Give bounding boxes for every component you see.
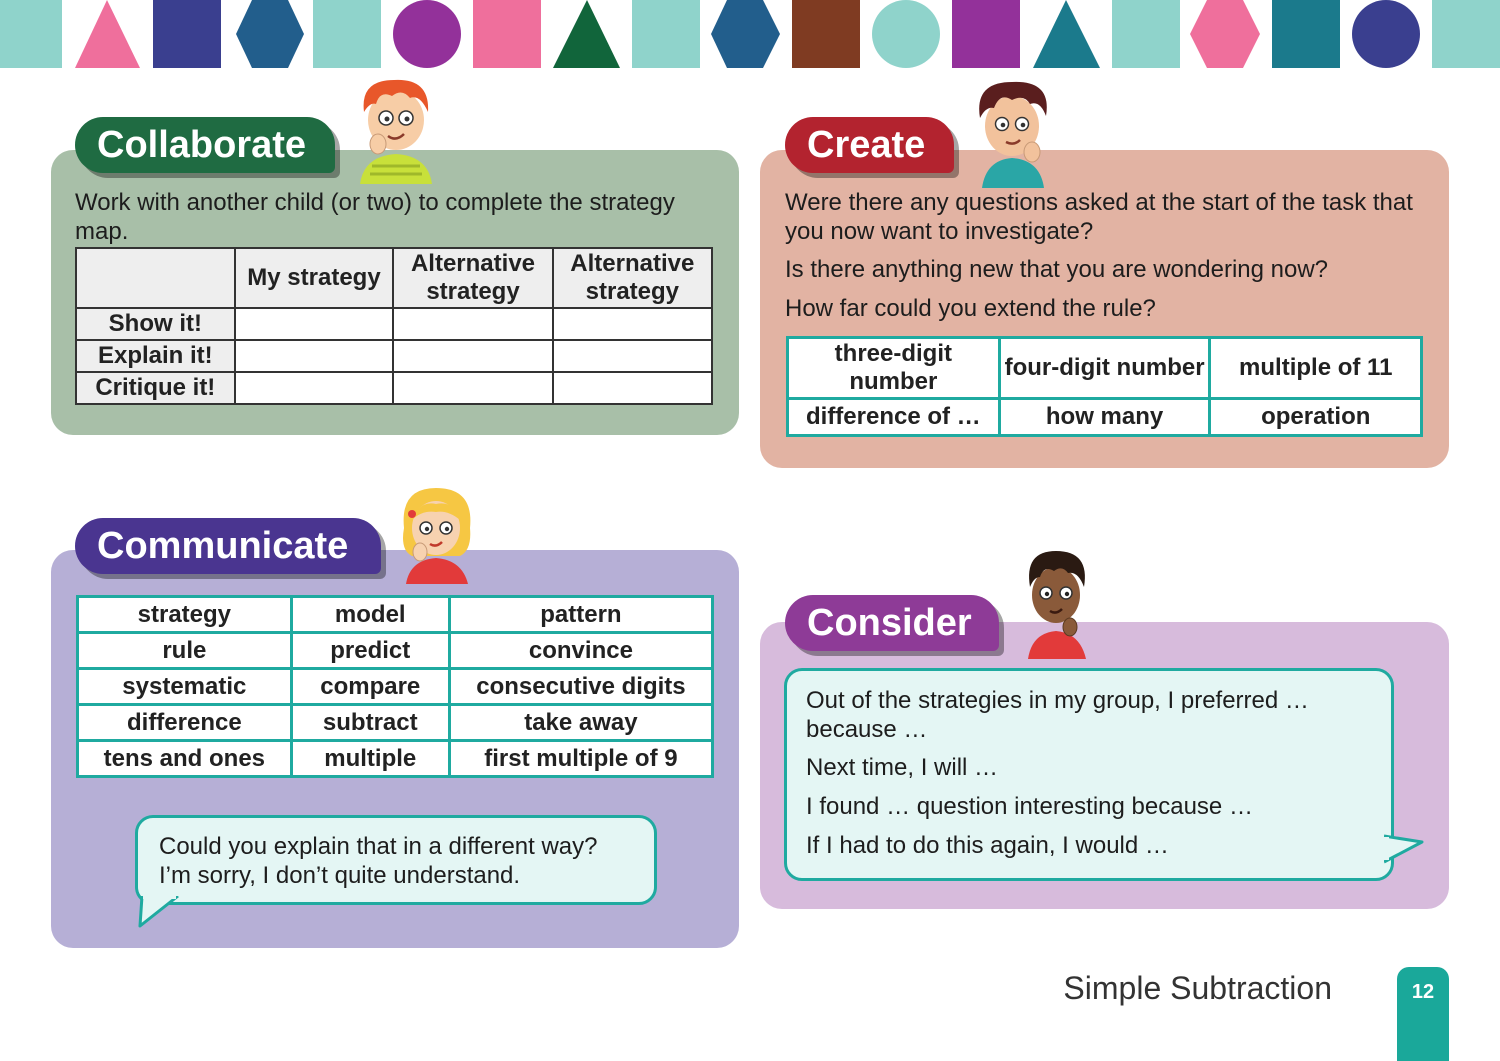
- table-header-cell: [76, 248, 235, 308]
- square-shape: [1112, 0, 1180, 68]
- girl-thinking-illustration: [396, 484, 478, 586]
- strategy-map-table: [75, 247, 713, 405]
- vocab-cell: consecutive digits: [449, 669, 712, 705]
- table-cell-empty[interactable]: [393, 340, 552, 372]
- book-title: Simple Subtraction: [1063, 970, 1332, 1006]
- table-row: [76, 372, 712, 404]
- boy-dark-hair-illustration: [1018, 543, 1094, 661]
- communicate-heading: Communicate: [75, 518, 381, 574]
- consider-heading: Consider: [785, 595, 999, 651]
- vocab-cell: first multiple of 9: [449, 741, 712, 777]
- table-row-label: Critique it!: [76, 372, 235, 404]
- table-row: [788, 338, 1422, 399]
- table-header-row: [76, 248, 712, 308]
- table-cell-empty[interactable]: [393, 308, 552, 340]
- create-vocabulary-table: [786, 336, 1423, 437]
- table-header-cell: Alternative strategy: [553, 248, 712, 308]
- boy-curly-hair-illustration: [968, 76, 1058, 190]
- table-row-label: Show it!: [76, 308, 235, 340]
- table-row: [76, 340, 712, 372]
- vocab-cell: tens and ones: [78, 741, 292, 777]
- hexagon-shape: [1190, 0, 1260, 68]
- bubble-line: I’m sorry, I don’t quite understand.: [159, 862, 521, 889]
- circle-shape: [1352, 0, 1420, 68]
- vocab-cell: four-digit number: [999, 338, 1210, 399]
- square-shape: [0, 0, 62, 68]
- collaborate-heading: Collaborate: [75, 117, 335, 173]
- page-number-tab: [1397, 967, 1449, 1061]
- table-row: [78, 597, 713, 633]
- triangle-shape: [1033, 0, 1100, 68]
- table-cell-empty[interactable]: [235, 308, 394, 340]
- triangle-shape: [553, 0, 620, 68]
- create-heading: Create: [785, 117, 954, 173]
- circle-shape: [872, 0, 940, 68]
- vocab-cell: take away: [449, 705, 712, 741]
- create-question-2: Is there anything new that you are wondering now?: [785, 256, 1329, 283]
- speech-bubble-tail: [1384, 828, 1426, 864]
- vocab-cell: difference of …: [788, 399, 1000, 436]
- vocab-cell: subtract: [291, 705, 449, 741]
- page-number: 12: [1411, 981, 1435, 1003]
- bubble-line: If I had to do this again, I would …: [806, 832, 1169, 859]
- boy-thinking-illustration: [350, 72, 442, 186]
- table-cell-empty[interactable]: [235, 340, 394, 372]
- table-row: [76, 308, 712, 340]
- collaborate-instruction: Work with another child (or two) to complete the strategy map.: [75, 189, 675, 245]
- hexagon-shape: [236, 0, 304, 68]
- square-shape: [632, 0, 700, 68]
- bubble-line: Next time, I will …: [806, 754, 999, 781]
- table-row: [788, 399, 1422, 436]
- table-cell-empty[interactable]: [553, 372, 712, 404]
- vocab-cell: systematic: [78, 669, 292, 705]
- vocab-cell: operation: [1210, 399, 1422, 436]
- table-cell-empty[interactable]: [553, 308, 712, 340]
- triangle-shape: [75, 0, 140, 68]
- vocab-cell: multiple: [291, 741, 449, 777]
- table-row-label: Explain it!: [76, 340, 235, 372]
- vocab-cell: pattern: [449, 597, 712, 633]
- square-shape: [1432, 0, 1500, 68]
- vocab-cell: strategy: [78, 597, 292, 633]
- vocab-cell: multiple of 11: [1210, 338, 1422, 399]
- vocab-cell: compare: [291, 669, 449, 705]
- communicate-vocabulary-table: [76, 595, 714, 778]
- vocab-cell: difference: [78, 705, 292, 741]
- create-question-1: Were there any questions asked at the start of the task that you now want to investigate?: [785, 189, 1413, 245]
- vocab-cell: convince: [449, 633, 712, 669]
- decorative-shape-band: [0, 0, 1500, 68]
- bubble-line: I found … question interesting because …: [806, 793, 1253, 820]
- table-cell-empty[interactable]: [553, 340, 712, 372]
- vocab-cell: how many: [999, 399, 1210, 436]
- circle-shape: [393, 0, 461, 68]
- square-shape: [952, 0, 1020, 68]
- vocab-cell: model: [291, 597, 449, 633]
- table-header-cell: Alternative strategy: [393, 248, 552, 308]
- table-cell-empty[interactable]: [393, 372, 552, 404]
- square-shape: [792, 0, 860, 68]
- table-row: [78, 705, 713, 741]
- square-shape: [473, 0, 541, 68]
- consider-speech-bubble: [784, 668, 1394, 881]
- square-shape: [1272, 0, 1340, 68]
- bubble-line: Out of the strategies in my group, I preferred … because …: [806, 687, 1309, 743]
- vocab-cell: three-digit number: [788, 338, 1000, 399]
- bubble-line: Could you explain that in a different way?: [159, 833, 598, 860]
- communicate-speech-bubble: [135, 815, 657, 905]
- square-shape: [153, 0, 221, 68]
- table-cell-empty[interactable]: [235, 372, 394, 404]
- table-row: [78, 633, 713, 669]
- speech-bubble-tail: [132, 896, 182, 930]
- vocab-cell: rule: [78, 633, 292, 669]
- table-row: [78, 741, 713, 777]
- create-question-3: How far could you extend the rule?: [785, 295, 1156, 322]
- vocab-cell: predict: [291, 633, 449, 669]
- table-row: [78, 669, 713, 705]
- hexagon-shape: [711, 0, 780, 68]
- table-header-cell: My strategy: [235, 248, 394, 308]
- square-shape: [313, 0, 381, 68]
